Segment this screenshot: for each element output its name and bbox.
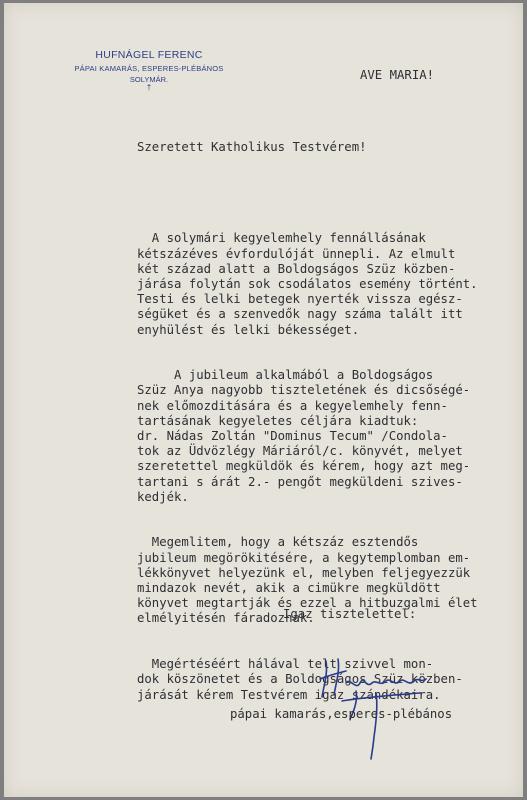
greeting: Szeretett Katholikus Testvérem! [137,140,367,154]
letterhead-title: PÁPAI KAMARÁS, ESPERES-PLÉBÁNOS [74,64,224,73]
body-paragraph-3: Megemlitem, hogy a kétszáz esztendős jubileum megörökitésére, a kegytemplomban em- lékkönyvet helyezünk el, melyben feljegyezzük mindazok nevét, akik a cimükre megküldött könyvet megtartják és ezzel a hitbuzgalmi élet elmélyitésén fáradoznak. [137,535,478,626]
letterhead-name: HUFNÁGEL FERENC [95,49,203,61]
body-paragraph-1: A solymári kegyelemhely fennállásának kétszázéves évfordulóját ünnepli. Az elmult két század alatt a Boldogságos Szüz közben- járása folytán sok csodálatos esemény történt. Testi és lelki betegek nyerték vissza egész- ségüket és a szenvedők nagy száma talált itt enyhülést és lelki békességet. [137,231,478,337]
header-salutation: AVE MARIA! [360,68,435,82]
letter-sheet [4,3,523,797]
body-paragraph-4: Megértéséért hálával telt szivvel mon- dok köszönetet és a Boldogságos Szüz közben- járását kérem Testvérem igaz szándékaira. [137,657,463,702]
signature-title: pápai kamarás,esperes-plébános [230,707,453,721]
cross-icon: † [146,83,152,92]
letterhead [64,49,234,92]
body-paragraph-2: A jubileum alkalmából a Boldogságos Szüz Anya nagyobb tiszteletének és dicsőségé- nek előmozditására és a kegyelemhely fenn- tartásának kegyeletes céljára kiadtuk: dr. Nádas Zoltán "Dominus Tecum" /Condola- tok az Üdvözlégy Máriáról/c. könyvét, melyet szeretettel megküldök és kérem, hogy azt meg- tartani s árát 2.- pengőt megküldeni szives- kedjék. [137,368,471,504]
letterhead-place: SOLYMÁR. [129,75,169,84]
closing: Igaz tisztelettel: [283,607,417,621]
